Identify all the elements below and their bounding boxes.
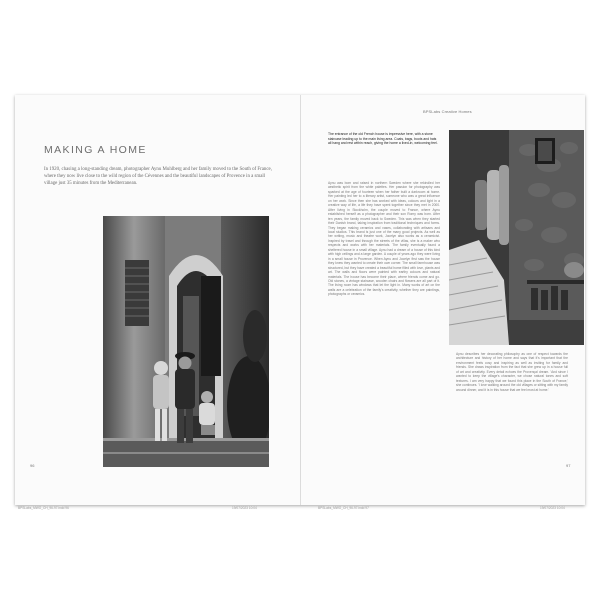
gutter <box>300 95 301 505</box>
page-title: MAKING A HOME <box>44 144 147 156</box>
body-column-2: Aynu describes her decorating philosophy as one of respect towards the architecture and history of her home and says that it's important that the environment feels cosy and inspiring as well as inviting for family and friends. She draws inspiration from the fact that she grew up in a house full of art and creativity. Every detail echoes the Provençal dream. 'And since I wanted to keep the village's character, we chose natural tones and soft textures. I am very happy that we found this place in the South of France,' she continues. 'I love walking around the old villages or sitting with my family around dinner, and it is in this house that we feel most at home.' <box>456 352 568 392</box>
slug-date-left: 19/07/2023 10:04 <box>232 506 257 510</box>
folio-right: 97 <box>566 463 571 468</box>
intro-paragraph: In 1920, chasing a long-standing dream, photographer Aynu Muhlberg and her family moved to the South of France, where they now live close to the wild region of the Cévennes and the beautiful landscapes of Provence in a small village just 35 minutes from the Mediterranean. <box>44 167 272 186</box>
running-head: BPSLabs Creative Homes <box>423 109 472 114</box>
family-doorway-photo <box>103 216 269 467</box>
folio-left: 96 <box>30 463 35 468</box>
body-column-1: Aynu was born and raised in northern Sweden where she rekindled her aesthetic spirit from the white palettes. Her passion for photography was sparked at the age of fourteen when her father built a darkroom at home. Her painting led her to a literary artist, someone who was a great influence on her work. Since then she has worked with ideas, colours and light in a creative way of life, a life they have spent together since they met in 2000. After living in Stockholm, the couple moved to France, where Aynu established herself as a photographer and their son Romy was born. After ten years, the family moved back to Sweden. This was when they started their Danish brand, taking inspiration from traditional techniques and forms. They began making ceramics and vases, collaborating with artisans and local studios. This brand is just one of the many good projects. As well as her writing, music and theatre work, Jocelyn also works as a ceramicist. Inspired by travel and through the streets of the villas, she is a maker who respects and works with her materials. The family eventually found a sheltered house in a small village. Aynu had a dream of a house of this kind with high ceilings and a large garden. A couple of years ago they were living in a small house in Provence. When Aynu and Jocelyn first saw the house they knew they wanted to create their own corner. The small farmhouse was structured, but they have created a beautiful home filled with love, plants and art. The walls and floors were painted with earthy colours and natural materials. The house has become their place, where friends come and go. Old stones, a vintage staircase, wooden chairs and flowers are all part of it. The living room has windows that let the light in. Many works of art on the walls are a celebration of the family's creativity, whether they are paintings, photographs or ceramics. <box>328 181 440 297</box>
photo-caption: The entrance of the old French house is impressive here, with a stone staircase leading up to the main living area. Coats, bags, boots and hats all hang and rest within reach, giving the home a lived-in, welcoming feel. <box>328 132 438 146</box>
slug-date-right: 19/07/2023 10:04 <box>540 506 565 510</box>
slug-left: BPSLabs_MWO_CH_96-97.indd 96 <box>18 506 69 510</box>
stone-hallway-photo <box>449 130 584 345</box>
slug-right: BPSLabs_MWO_CH_96-97.indd 97 <box>318 506 369 510</box>
